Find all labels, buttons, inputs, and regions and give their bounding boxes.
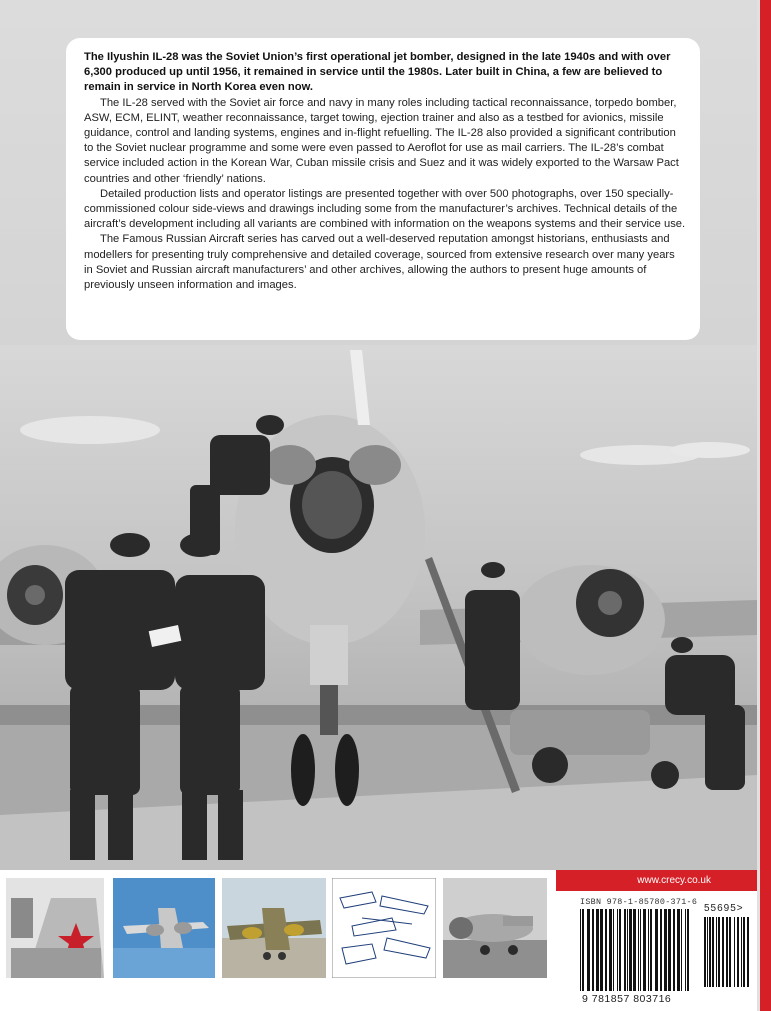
blurb-paragraph-series: The Famous Russian Aircraft series has carved out a well-deserved reputation amongst historians, enthusiasts and modellers for presenting truly comprehensive and detailed coverage, sourced from extensive research over many years in Soviet and Russian aircraft manufacturers’ and other archives, allowing the authors to present huge amounts of previously unseen information and images. [84,233,675,292]
barcode-bar [624,909,626,991]
addon-barcode-bar [729,917,731,987]
isbn-number: ISBN 978-1-85780-371-6 [580,897,698,907]
barcode-bar [668,909,671,991]
addon-barcode-bar [722,917,724,987]
blurb-paragraph-contents: Detailed production lists and operator listings are presented together with over 500 photographs, over 150 specially-commissioned colour side-views and drawings including some from the manufacturer’s archives. Technical details of the aircraft’s development including all variants are combined with information on the weapons systems and their service use. [84,187,686,231]
barcode-bar [619,909,621,991]
addon-barcode-bar [734,917,735,987]
addon-barcode-bar [704,917,706,987]
barcode-bar [592,909,594,991]
barcode-bar [664,909,667,991]
barcode-bar [627,909,628,991]
barcode-bar [660,909,662,991]
blurb-panel [66,38,700,340]
barcode-bar [617,909,618,991]
addon-barcode-bar [716,917,717,987]
barcode-bar [609,909,612,991]
price-addon-code: 55695> [704,903,744,914]
barcode-bar [582,909,584,991]
publisher-url[interactable]: www.crecy.co.uk [637,875,711,886]
barcode-bar [613,909,614,991]
addon-barcode-bar [743,917,745,987]
red-spine-edge [757,0,771,1011]
addon-barcode-bar [718,917,720,987]
barcode-bar [600,909,603,991]
barcode-bar [633,909,636,991]
barcode-bar [596,909,599,991]
barcode-bar [673,909,675,991]
addon-barcode-bar [737,917,739,987]
barcode-bar [638,909,639,991]
thumbnail-il28-in-flight-blue-sky [113,878,215,978]
addon-barcode-bar [726,917,728,987]
barcode-bar [655,909,658,991]
barcode-bar [677,909,680,991]
barcode-bar [605,909,607,991]
barcode-bar [648,909,649,991]
addon-barcode-bar [712,917,714,987]
thumbnail-technical-line-drawings [332,878,436,978]
barcode-bar [687,909,689,991]
publisher-url-bar [556,870,757,891]
blurb-paragraph-roles: The IL-28 served with the Soviet air force and navy in many roles including tactical reconnaissance, torpedo bomber, ASW, ECM, ELINT, weather reconnaissance, target towing, ejection trainer and also as a testbed for avionics, missile guidance, control and landing systems, engines and in-flight refuelling. The IL-28 also provided a significant contribution to the Soviet nuclear programme and some were even passed to Aeroflot for use as mail carriers. The IL-28’s combat service included action in the Korean War, Cuban missile crisis and Suez and it was widely exported to the Warsaw Pact countries and other ‘friendly’ nations. [84,96,679,185]
barcode-area [574,895,757,1011]
barcode-bar [580,909,581,991]
thumbnail-tail-with-red-star [6,878,104,978]
addon-barcode-bar [747,917,749,987]
addon-barcode-bar [741,917,742,987]
barcode-bar [640,909,641,991]
barcode-bar [681,909,682,991]
thumbnail-camouflaged-il28-on-ground [222,878,326,978]
blurb-lead: The Ilyushin IL-28 was the Soviet Union’s first operational jet bomber, designed in the late 1940s and with over 6,300 produced up until 1956, it remained in service until the 1980s. Later built in China, a few are believed to remain in service in North Korea even now. [84,51,671,94]
barcode-bar [587,909,590,991]
main-photo-il28-crew [0,345,757,870]
addon-barcode-bar [707,917,708,987]
thumbnail-il28-bw-on-airfield [443,878,547,978]
barcode-bar [643,909,646,991]
addon-barcode-bar [709,917,711,987]
barcode-bar [650,909,652,991]
barcode-bar [685,909,686,991]
barcode-bar [629,909,632,991]
ean-digits: 9 781857 803716 [582,993,672,1005]
